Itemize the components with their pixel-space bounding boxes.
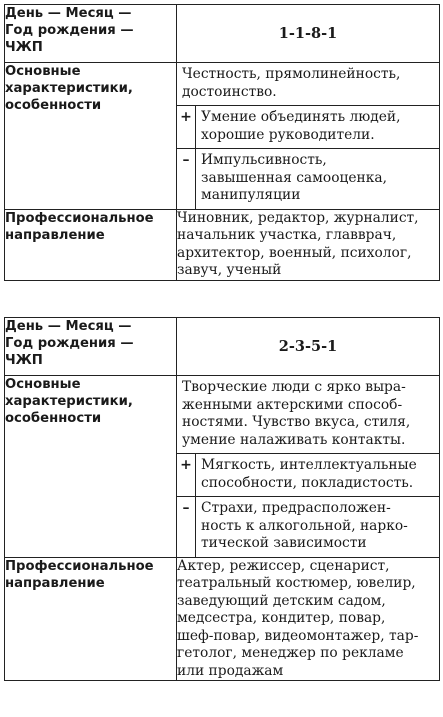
characteristics-text: Честность, прямолинейность, достоинство. [182, 66, 401, 100]
profession-label: Профессиональное направление [5, 209, 177, 280]
minus-text: Импульсивность, завышенная самооценка, манипуляции [196, 149, 440, 209]
minus-row [177, 497, 439, 557]
characteristics-text: Творческие люди с ярко выра- женными актерскими способ- ностями. Чувство вкуса, стиля, умение налаживать контакты. [182, 379, 411, 448]
header-label: День — Месяц — Год рождения — ЧЖП [5, 5, 177, 63]
code-value: 1-1-8-1 [177, 5, 440, 63]
characteristics-row [5, 376, 440, 558]
plus-sign: + [177, 454, 196, 497]
plus-text: Мягкость, интеллектуальные способности, покладистость. [196, 454, 440, 497]
plus-text: Умение объединять людей, хорошие руководители. [196, 106, 440, 149]
header-label: День — Месяц — Год рождения — ЧЖП [5, 318, 177, 376]
plus-sign: + [177, 106, 196, 149]
characteristics-label: Основные характеристики, особенности [5, 63, 177, 210]
header-row [5, 5, 440, 63]
minus-text: Страхи, предрасположен- ность к алкогольной, нарко- тической зависимости [196, 497, 440, 557]
plus-row [177, 106, 439, 149]
characteristics-row [5, 63, 440, 210]
plus-row [177, 454, 439, 497]
header-row [5, 318, 440, 376]
minus-sign: – [177, 149, 196, 209]
numerology-card-1 [4, 4, 440, 281]
profession-text: Актер, режиссер, сценарист, театральный костюмер, ювелир, заведующий детским садом, медсестра, кондитер, повар, шеф-повар, видеомонтажер, тар- гетолог, менеджер по рекламе или продажам [177, 557, 440, 681]
characteristics-cell [177, 63, 440, 210]
numerology-card-2 [4, 317, 440, 681]
pros-cons [177, 453, 439, 557]
profession-row [5, 557, 440, 681]
minus-row [177, 149, 439, 209]
characteristics-cell [177, 376, 440, 558]
pros-cons [177, 105, 439, 209]
code-value: 2-3-5-1 [177, 318, 440, 376]
characteristics-label: Основные характеристики, особенности [5, 376, 177, 558]
minus-sign: – [177, 497, 196, 557]
profession-label: Профессиональное направление [5, 557, 177, 681]
profession-text: Чиновник, редактор, журналист, начальник участка, главврач, архитектор, военный, психолог, завуч, ученый [177, 209, 440, 280]
profession-row [5, 209, 440, 280]
